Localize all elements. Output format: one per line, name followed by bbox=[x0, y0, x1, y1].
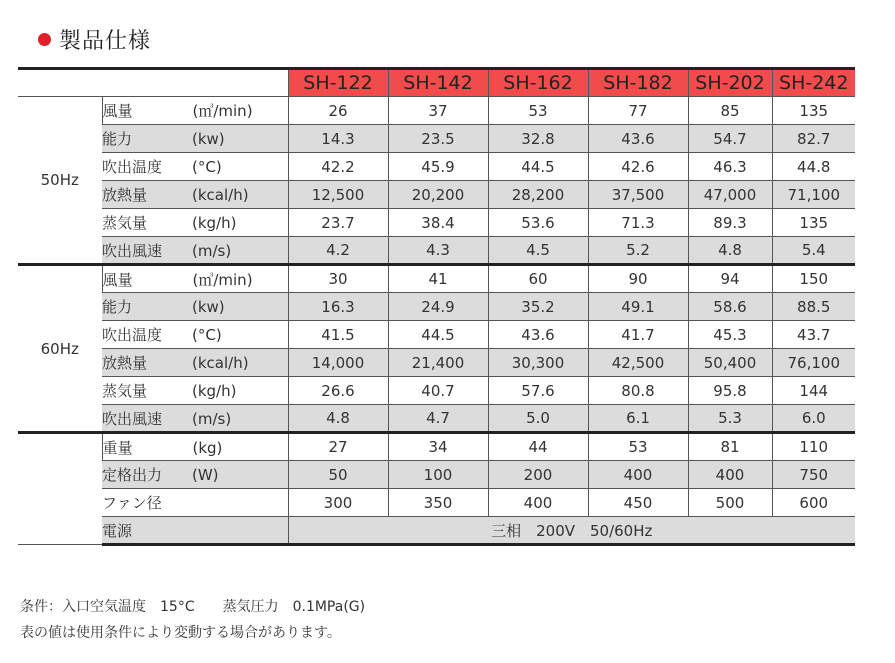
table-row bbox=[18, 125, 855, 153]
frequency-label: 50Hz bbox=[18, 97, 102, 265]
value-cell: 46.3 bbox=[688, 153, 772, 181]
table-row bbox=[18, 293, 855, 321]
value-cell: 350 bbox=[388, 489, 488, 517]
value-cell: 57.6 bbox=[488, 377, 588, 405]
value-cell: 45.9 bbox=[388, 153, 488, 181]
value-cell: 12,500 bbox=[288, 181, 388, 209]
table-row bbox=[18, 461, 855, 489]
value-cell: 400 bbox=[488, 489, 588, 517]
value-cell: 4.5 bbox=[488, 237, 588, 265]
value-cell: 82.7 bbox=[772, 125, 855, 153]
value-cell: 16.3 bbox=[288, 293, 388, 321]
value-cell: 14.3 bbox=[288, 125, 388, 153]
note-disclaimer: 表の値は使用条件により変動する場合があります。 bbox=[20, 625, 341, 641]
value-cell: 144 bbox=[772, 377, 855, 405]
row-name: 電源 bbox=[102, 521, 133, 540]
value-cell: 750 bbox=[772, 461, 855, 489]
row-label bbox=[102, 293, 288, 321]
value-cell: 21,400 bbox=[388, 349, 488, 377]
value-cell: 54.7 bbox=[688, 125, 772, 153]
row-unit: (kw) bbox=[192, 130, 225, 148]
value-cell: 5.0 bbox=[488, 405, 588, 433]
value-cell: 200 bbox=[488, 461, 588, 489]
section-title bbox=[38, 22, 151, 56]
row-unit: (W) bbox=[192, 466, 219, 484]
value-cell: 28,200 bbox=[488, 181, 588, 209]
value-cell: 50 bbox=[288, 461, 388, 489]
value-cell: 600 bbox=[772, 489, 855, 517]
value-cell: 500 bbox=[688, 489, 772, 517]
value-cell: 76,100 bbox=[772, 349, 855, 377]
row-label bbox=[102, 265, 288, 293]
table-row bbox=[18, 349, 855, 377]
value-cell: 100 bbox=[388, 461, 488, 489]
value-cell: 6.0 bbox=[772, 405, 855, 433]
value-cell: 24.9 bbox=[388, 293, 488, 321]
value-cell: 41 bbox=[388, 265, 488, 293]
row-unit: (kcal/h) bbox=[192, 186, 249, 204]
value-cell: 43.7 bbox=[772, 321, 855, 349]
value-cell: 81 bbox=[688, 433, 772, 461]
value-cell: 40.7 bbox=[388, 377, 488, 405]
value-cell: 53 bbox=[488, 97, 588, 125]
row-unit: (kg/h) bbox=[192, 214, 237, 232]
row-unit: (㎥/min) bbox=[192, 270, 253, 289]
value-cell: 6.1 bbox=[588, 405, 688, 433]
page-title: 製品仕様 bbox=[59, 28, 152, 54]
value-cell: 4.8 bbox=[688, 237, 772, 265]
row-unit: (kw) bbox=[192, 298, 225, 316]
value-cell: 4.2 bbox=[288, 237, 388, 265]
table-row bbox=[18, 153, 855, 181]
value-cell: 30,300 bbox=[488, 349, 588, 377]
value-cell: 400 bbox=[688, 461, 772, 489]
value-cell: 135 bbox=[772, 209, 855, 237]
row-label bbox=[102, 321, 288, 349]
row-unit: (°C) bbox=[192, 326, 222, 344]
value-cell: 43.6 bbox=[488, 321, 588, 349]
header-blank bbox=[18, 69, 288, 97]
value-cell: 35.2 bbox=[488, 293, 588, 321]
value-cell: 42.2 bbox=[288, 153, 388, 181]
value-cell: 71,100 bbox=[772, 181, 855, 209]
value-cell: 300 bbox=[288, 489, 388, 517]
value-cell: 37,500 bbox=[588, 181, 688, 209]
table-row bbox=[18, 321, 855, 349]
power-row bbox=[18, 517, 855, 545]
value-cell: 150 bbox=[772, 265, 855, 293]
value-cell: 4.7 bbox=[388, 405, 488, 433]
value-cell: 38.4 bbox=[388, 209, 488, 237]
row-label bbox=[102, 489, 288, 517]
row-name: 風量 bbox=[102, 102, 133, 120]
row-name: 定格出力 bbox=[102, 466, 163, 484]
value-cell: 5.3 bbox=[688, 405, 772, 433]
row-unit: (m/s) bbox=[192, 409, 232, 428]
row-unit: (kg/h) bbox=[192, 382, 237, 400]
value-cell: 23.7 bbox=[288, 209, 388, 237]
note-conditions: 条件：入口空気温度 15°C 蒸気圧力 0.1MPa(G) bbox=[20, 599, 366, 615]
table-row bbox=[18, 433, 855, 461]
table-row bbox=[18, 181, 855, 209]
row-name: 吹出風速 bbox=[102, 241, 163, 260]
row-label bbox=[102, 97, 288, 125]
value-cell: 45.3 bbox=[688, 321, 772, 349]
value-cell: 27 bbox=[288, 433, 388, 461]
value-cell: 400 bbox=[588, 461, 688, 489]
model-header: SH-182 bbox=[588, 69, 688, 97]
frequency-label bbox=[18, 433, 102, 545]
value-cell: 44.5 bbox=[488, 153, 588, 181]
row-name: 重量 bbox=[102, 438, 133, 457]
row-unit: (kg) bbox=[192, 438, 223, 457]
value-cell: 94 bbox=[688, 265, 772, 293]
value-cell: 5.4 bbox=[772, 237, 855, 265]
value-cell: 42,500 bbox=[588, 349, 688, 377]
table-row bbox=[18, 489, 855, 517]
value-cell: 80.8 bbox=[588, 377, 688, 405]
row-label bbox=[102, 461, 288, 489]
row-name: 放熱量 bbox=[102, 186, 148, 204]
row-label bbox=[102, 153, 288, 181]
value-cell: 14,000 bbox=[288, 349, 388, 377]
row-label bbox=[102, 405, 288, 433]
row-label bbox=[102, 209, 288, 237]
notes bbox=[20, 594, 365, 646]
value-cell: 41.5 bbox=[288, 321, 388, 349]
row-name: 吹出温度 bbox=[102, 158, 163, 176]
row-unit: (m/s) bbox=[192, 241, 232, 260]
value-cell: 89.3 bbox=[688, 209, 772, 237]
value-cell: 71.3 bbox=[588, 209, 688, 237]
value-cell: 53 bbox=[588, 433, 688, 461]
value-cell: 53.6 bbox=[488, 209, 588, 237]
value-cell: 4.3 bbox=[388, 237, 488, 265]
value-cell: 90 bbox=[588, 265, 688, 293]
value-cell: 30 bbox=[288, 265, 388, 293]
value-cell: 50,400 bbox=[688, 349, 772, 377]
row-label bbox=[102, 349, 288, 377]
value-cell: 58.6 bbox=[688, 293, 772, 321]
row-label bbox=[102, 181, 288, 209]
table-row bbox=[18, 265, 855, 293]
row-label bbox=[102, 237, 288, 265]
row-name: 蒸気量 bbox=[102, 382, 148, 400]
value-cell: 26.6 bbox=[288, 377, 388, 405]
table-row bbox=[18, 405, 855, 433]
spec-table bbox=[18, 67, 855, 546]
row-name: 吹出風速 bbox=[102, 409, 163, 428]
row-unit: (㎥/min) bbox=[192, 102, 253, 120]
table-row bbox=[18, 237, 855, 265]
value-cell: 47,000 bbox=[688, 181, 772, 209]
value-cell: 26 bbox=[288, 97, 388, 125]
model-header: SH-142 bbox=[388, 69, 488, 97]
value-cell: 42.6 bbox=[588, 153, 688, 181]
value-cell: 95.8 bbox=[688, 377, 772, 405]
value-cell: 5.2 bbox=[588, 237, 688, 265]
row-label bbox=[102, 517, 288, 545]
row-label bbox=[102, 125, 288, 153]
row-name: ファン径 bbox=[102, 494, 162, 512]
value-cell: 4.8 bbox=[288, 405, 388, 433]
value-cell: 44.8 bbox=[772, 153, 855, 181]
value-cell: 110 bbox=[772, 433, 855, 461]
row-unit: (°C) bbox=[192, 158, 222, 176]
model-header: SH-242 bbox=[772, 69, 855, 97]
model-header: SH-162 bbox=[488, 69, 588, 97]
row-name: 能力 bbox=[102, 130, 133, 148]
table-row bbox=[18, 209, 855, 237]
value-cell: 34 bbox=[388, 433, 488, 461]
value-cell: 88.5 bbox=[772, 293, 855, 321]
value-cell: 77 bbox=[588, 97, 688, 125]
value-cell: 32.8 bbox=[488, 125, 588, 153]
power-value: 三相 200V 50/60Hz bbox=[288, 517, 855, 545]
row-name: 蒸気量 bbox=[102, 214, 148, 232]
row-label bbox=[102, 433, 288, 461]
model-header: SH-122 bbox=[288, 69, 388, 97]
row-label bbox=[102, 377, 288, 405]
table-row bbox=[18, 97, 855, 125]
value-cell: 23.5 bbox=[388, 125, 488, 153]
bullet-icon bbox=[38, 33, 51, 46]
row-name: 吹出温度 bbox=[102, 326, 163, 344]
value-cell: 43.6 bbox=[588, 125, 688, 153]
value-cell: 49.1 bbox=[588, 293, 688, 321]
row-name: 風量 bbox=[102, 270, 133, 289]
value-cell: 44 bbox=[488, 433, 588, 461]
value-cell: 44.5 bbox=[388, 321, 488, 349]
value-cell: 85 bbox=[688, 97, 772, 125]
value-cell: 450 bbox=[588, 489, 688, 517]
row-name: 放熱量 bbox=[102, 354, 148, 372]
row-unit: (kcal/h) bbox=[192, 354, 249, 372]
row-name: 能力 bbox=[102, 298, 133, 316]
frequency-label: 60Hz bbox=[18, 265, 102, 433]
value-cell: 37 bbox=[388, 97, 488, 125]
value-cell: 20,200 bbox=[388, 181, 488, 209]
value-cell: 60 bbox=[488, 265, 588, 293]
value-cell: 135 bbox=[772, 97, 855, 125]
header-row bbox=[18, 69, 855, 97]
table-row bbox=[18, 377, 855, 405]
value-cell: 41.7 bbox=[588, 321, 688, 349]
model-header: SH-202 bbox=[688, 69, 772, 97]
